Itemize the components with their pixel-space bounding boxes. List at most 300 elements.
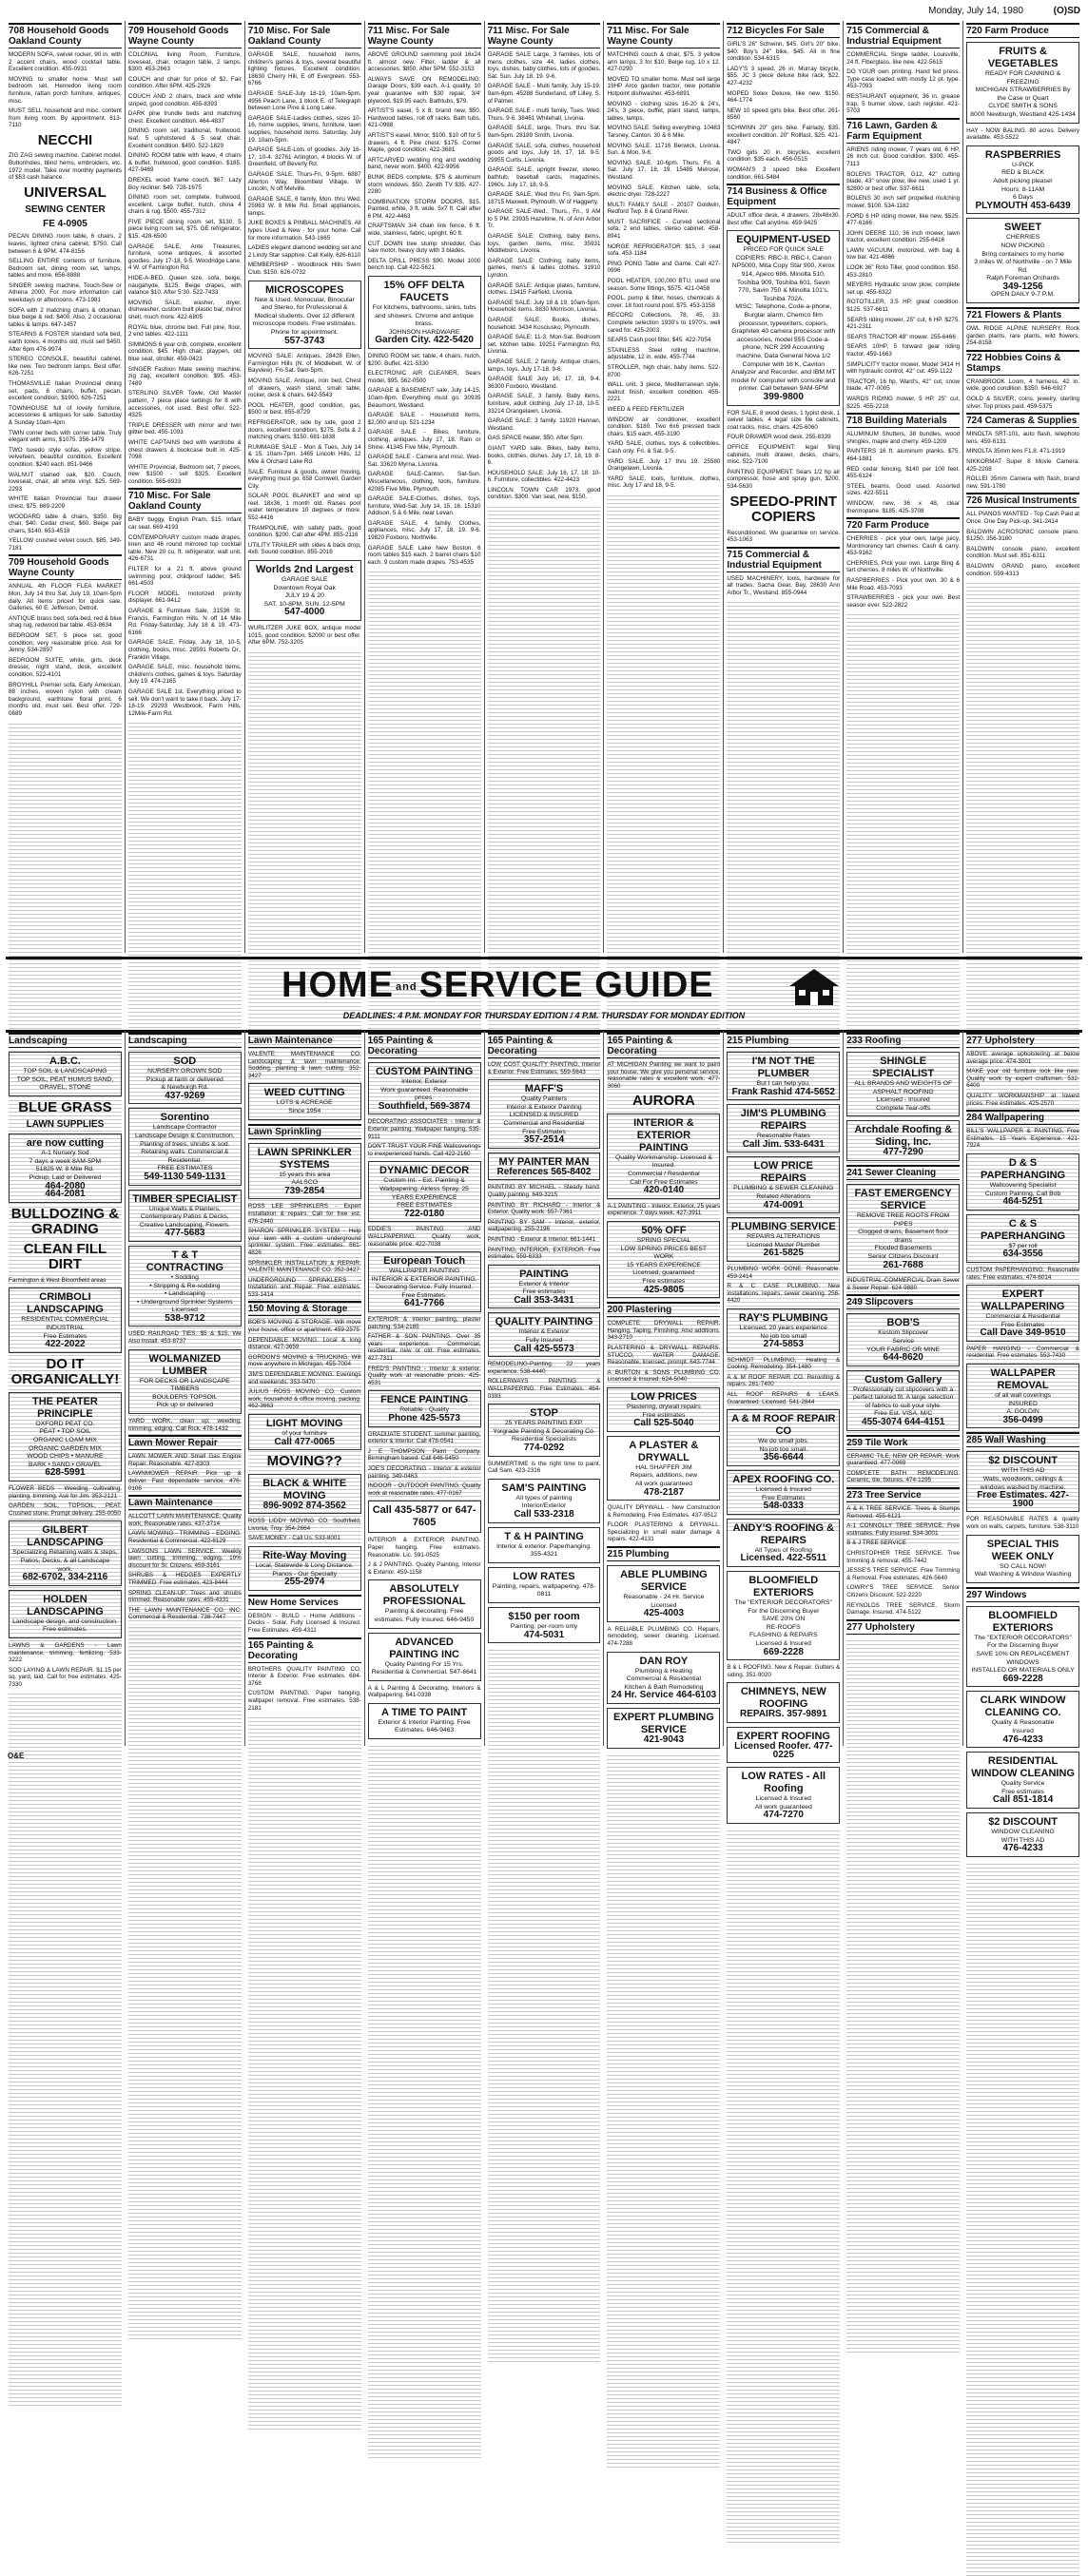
classified-ad: BOLENS TRACTOR, G12, 42" cutting blade, 43" snow plow, like new, used 1 yr. $2800 or best offer. 537-6611	[846, 170, 961, 192]
display-ad-line: The "EXTERIOR DECORATORS" For the Discerning Buyer	[734, 1599, 832, 1615]
display-ad-title: I'M NOT THE PLUMBER	[751, 1056, 815, 1079]
display-ad-line: Licensed	[171, 1307, 198, 1314]
classified-ad: CUT DOWN tree stump shredder, Gas saw motor, heavy duty with 3 blades.	[367, 240, 481, 255]
section-heading: 277 Upholstery	[846, 1619, 960, 1635]
display-ad-line: 477-5683	[165, 1228, 205, 1239]
boxed-display-ad	[846, 1370, 960, 1431]
display-ad-line: Insured	[1012, 1727, 1034, 1734]
display-ad-line: Free estimates	[642, 1411, 686, 1419]
display-ad-line: NURSERY GROWN SOD	[147, 1068, 223, 1075]
boxed-display-ad	[368, 1579, 481, 1628]
section-heading: 165 Painting & Decorating	[248, 1637, 361, 1663]
classified-ad: A & L Painting & Decorating. Interiors & Wallpapering. 641-0338	[367, 1684, 481, 1699]
classified-ad: DINING ROOM set: table, 4 chairs, hutch, $200. Buffet. 421-5330	[367, 353, 481, 367]
boxed-display-ad	[488, 1607, 601, 1643]
display-ad-title: 15% OFF DELTA FAUCETS	[383, 280, 465, 304]
classified-ad: WARDS RIDING mower, 5 HP, 25" cut, $225. 455-2218	[846, 395, 961, 410]
display-ad-line: Plastering, drywall repairs	[626, 1403, 701, 1410]
classified-ad: ADULT office desk, 4 drawers, 28x48x30. Best offer. Call anytime. 459-9425	[727, 212, 841, 226]
classified-ad: GARAGE SALE, 6 family, Mon. thru Wed. 25963 W. 8 Mile Rd. Small appliances, lamps.	[247, 195, 361, 217]
display-ad-line: U-PICK	[1012, 161, 1035, 168]
classified-ad: ALL PIANOS WANTED - Top Cash Paid at Once. One Day Pick-up. 341-2414	[966, 511, 1080, 525]
classified-ad: ROLLERWAYS PAINTING & WALLPAPERING. Free Estimates. 464-0393	[487, 1378, 601, 1400]
classified-ad: EDDIE'S PAINTING AND WALLPAPERING. Quality work, reasonable price. 422-7038	[367, 1226, 481, 1248]
classified-ad: COUCH AND 2 chairs, black and white striped, good condition. 455-8393	[127, 92, 242, 107]
classified-ad: TOWNHOUSE full of lovely furniture, accessories & antiques for sale. Saturday & Sunday 10am-4pm.	[9, 404, 122, 426]
boxed-display-ad	[128, 1108, 242, 1185]
classified-ad: MOPED Solex Deluxe, like new. $150. 464-1774	[727, 89, 841, 105]
display-ad-title: FRUITS & VEGETABLES	[987, 46, 1059, 69]
classified-ad: ANNUAL 4th FLOOR FLEA MARKET Mon, July 14 thru Sat, July 19, 10am-5pm daily. All items priced for quick sale. Galleries, 60 E. Jefferson, Detroit.	[9, 583, 122, 612]
boxed-display-ad	[966, 218, 1079, 303]
classified-ad: DARK pine trundle beds and matching chest. Excellent condition. 464-4837	[127, 110, 242, 125]
display-ad-title: C & S PAPERHANGING	[981, 1217, 1066, 1242]
classified-ad: NEW 10 speed girls bike. Best offer. 261-8560	[727, 107, 841, 122]
classified-ad: GARAGE SALE-Canton. Sat-Sun. Miscellaneous, clothing, tools, furniture. 42085 Five Mile, Plymouth.	[367, 471, 481, 493]
classified-ad: YARD SALE, tools, furniture, clothes, misc. July 17 and 18, 9-5.	[607, 475, 721, 490]
classified-ad: SALE: Furniture & goods, owner moving, everything must go. 658 Cornwell, Garden City.	[247, 468, 361, 490]
classified-ad: LAWN MOWING - TRIMMING - EDGING. Residential & Commercial. 422-8129	[127, 1530, 242, 1544]
display-ad-line: Pickup at farm or delivered	[146, 1075, 223, 1083]
classified-ad: GARDEN SOIL, TOPSOIL, PEAT. Crushed stone. Prompt delivery. 255-0050	[9, 1502, 122, 1517]
boxed-display-ad	[966, 1285, 1079, 1342]
service-guide-column	[6, 1031, 125, 1746]
display-ad-line: Pickup, Laid or Delivered	[29, 1174, 102, 1182]
classified-ad: GARAGE SALE, misc. household items, children's clothes, games & toys. Saturday July 19. 474-2165	[127, 664, 242, 686]
display-ad-line: Service	[892, 1337, 915, 1345]
display-ad-line: MOVING??	[266, 1453, 342, 1470]
classified-ad: LAWSONS LAWN SERVICE. Weekly lawn cutting, trimming, edging. 10% discount for Sr. Citizens. 459-3161	[127, 1547, 242, 1569]
section-heading: Landscaping	[128, 1033, 242, 1048]
classified-ad: REYNOLDS TREE SERVICE. Storm Damage. Insured. 474-5122	[846, 1601, 961, 1617]
classified-ad: WALL unit, 3 piece, Mediterranean style, walnut finish, excellent condition. 455-2221	[607, 381, 721, 403]
classified-ad: MUST SELL household and misc. content from living room. By appointment. 613-7110	[9, 107, 122, 129]
display-ad-title: D & S PAPERHANGING	[981, 1156, 1066, 1181]
classified-ad: SHARON SPRINKLER SYSTEM - Help your lawn with a custom underground sprinkler system. Free estimates. 661-4826	[247, 1228, 361, 1256]
classified-ad: GARAGE SALE, upright freezer, stereo, bathtub, baseball cards, magazines, 1960s. July 17, 18, 9-5.	[487, 166, 601, 188]
classified-ad: MOVED TO smaller home. Must sell large 19HP Arco garden tractor, new portable Hotpoint dishwasher. 453-6891	[607, 75, 721, 97]
display-ad-title: CUSTOM PAINTING	[375, 1066, 474, 1077]
display-ad-line: Licensed - Insured	[876, 1096, 930, 1104]
display-ad-title: 50% OFF	[641, 1225, 687, 1237]
display-ad-line: A-1 Nursery Sod	[41, 1150, 89, 1157]
display-ad-line: RESIDENTIAL COMMERCIAL INDUSTRIAL	[21, 1316, 109, 1332]
section-heading: 233 Roofing	[846, 1033, 960, 1048]
boxed-display-ad	[727, 1308, 840, 1353]
display-ad-line: 261-5825	[763, 1248, 804, 1259]
boxed-display-ad	[727, 1409, 840, 1466]
display-ad-line: AALSCO	[291, 1179, 319, 1187]
display-ad-line: Licensed	[651, 1601, 677, 1609]
classified-ad: USED MACHINERY, tools, hardware for all trades. Sacha Gear, Bay, 28630 Ann Arbor Tr., Westland. 855-0944	[727, 574, 841, 596]
display-ad-line: Interior & Exterior	[518, 1328, 570, 1336]
display-ad-line: Call 477-0065	[274, 1436, 335, 1447]
display-ad-line: Painting, repairs, wallpapering. 478-0811	[492, 1582, 596, 1598]
display-ad-line: Commercial and Residential	[503, 1119, 585, 1127]
boxed-display-ad	[248, 1414, 361, 1450]
service-guide-section	[6, 1031, 1082, 1854]
boxed-display-ad	[966, 145, 1079, 215]
display-ad-line: RED & BLACK	[1001, 169, 1045, 177]
display-ad-line: 349-1256	[1002, 281, 1043, 292]
boxed-display-ad	[248, 1546, 361, 1591]
classified-ad: ROSS LEE SPRINKLERS - Expert installation & repairs. Call for free est. 476-2440	[247, 1203, 361, 1225]
display-ad-line: YOUR FABRIC OR MINE	[866, 1346, 941, 1353]
section-heading: Lawn Maintenance	[248, 1033, 361, 1048]
boxed-display-ad	[488, 1265, 601, 1309]
classified-ad: A BURTON & SONS PLUMBING CO. Licensed & Insured. 624-5040	[607, 1368, 721, 1384]
classified-ad: GARAGE & BASEMENT sale, July 14-15, 10am-8pm. Everything must go. 30935 Beaumont, Westland.	[367, 387, 481, 409]
classified-ad: CONTEMPORARY custom made drapes, linen and 46 round mirrored top cocktail table. New 20 cu. ft. refrigerator, wall unit. 426-6731	[127, 533, 242, 563]
boxed-display-ad	[488, 1479, 601, 1523]
display-ad-title: BOB'S	[886, 1317, 920, 1329]
classified-ad: GARAGE SALE, Friday, July 18, 10-5, clothing, books, misc. 28591 Roberts Dr., Franklin Village.	[127, 639, 242, 661]
classified-column	[962, 21, 1082, 953]
section-heading: 297 Windows	[966, 1587, 1079, 1602]
section-heading: 714 Business & Office Equipment	[727, 184, 840, 209]
boxed-display-ad	[488, 1527, 601, 1563]
display-ad-line: REPAIRS ALTERATIONS	[747, 1233, 821, 1241]
classified-ad: BALDWIN ACROSONIC console piano. $1250. 356-3180	[966, 528, 1080, 543]
display-ad-line: LAWN SUPPLIES	[26, 1119, 105, 1131]
classified-ad: SAVE MONEY - Call Us. 533-8001	[247, 1535, 340, 1542]
edition-code: (O)SD	[1053, 6, 1080, 16]
display-ad-line: FREE ESTIMATES	[157, 1165, 213, 1172]
display-ad-line: REPAIRS. 357-9891	[740, 1709, 827, 1720]
classified-ad: HIDE-A-BED, Queen size, sofa, beige, naugahyde, $125. Beige drapes, with valance $10. After 5:30. 522-7433	[127, 275, 242, 297]
boxed-display-ad	[846, 1313, 960, 1365]
classified-ad: SIMPLICITY tractor mower, Model 3414 H with hydraulic control, 42" cut. 459-1122	[846, 360, 961, 376]
display-ad-line: WITH THIS AD	[1001, 1836, 1045, 1844]
display-ad-title: CRIMBOLI LANDSCAPING	[27, 1291, 104, 1316]
display-ad-line: GARAGE SALE	[282, 576, 328, 584]
section-heading: 710 Misc. For Sale Oakland County	[248, 23, 361, 48]
classified-column	[723, 21, 843, 953]
display-ad-line: Landscape Contractor	[152, 1124, 217, 1132]
classified-ad: DESIGN - BUILD - Home Additions - Decks - Solar. Fully Licensed & Insured. Free Estimates. 459-4311	[247, 1612, 361, 1635]
section-heading: 711 Misc. For Sale Wayne County	[607, 23, 720, 48]
display-ad-line: HAL SHAFFER JIM	[635, 1463, 692, 1471]
display-ad-line: Licensed. 422-5511	[740, 1553, 827, 1564]
classified-ad: EXTERIOR & interior painting, plaster patching. 534-2185	[367, 1316, 481, 1330]
classified-ad: R & C CASE PLUMBING. New installations, repairs, sewer cleaning. 256-4420	[727, 1283, 841, 1305]
display-ad-line: Repairs, additions, new	[630, 1472, 698, 1480]
display-ad-line: Related Alterations	[756, 1192, 811, 1200]
classified-ad: MOVING SALE. 11716 Berwick, Livonia. Sun. & Mon. 9-6.	[607, 142, 721, 157]
display-ad-title: SWEET	[1004, 222, 1042, 234]
display-ad-line: & Newburgh Rd.	[161, 1084, 209, 1092]
column-text-fill	[9, 1691, 122, 2406]
classified-ad: GOLD & SILVER, coins, jewelry, sterling silver. Top prices paid. 459-5375	[966, 396, 1080, 410]
classified-ad: GARAGE & Furniture Sale, 31536 St. Francis, Farmington Hills. N off 14 Mile Rd. Friday-Saturday, July 18 & 19. 473-6166	[127, 608, 242, 636]
display-ad-line: $7 per roll	[1008, 1242, 1038, 1249]
display-ad-line: 3 miles W. of Northville - on 7 Mile Rd.	[974, 259, 1072, 274]
classified-ad: ALL ROOF REPAIRS & LEAKS. Guaranteed. Licensed. 541-2844	[727, 1391, 841, 1405]
display-ad-line: References 565-8402	[496, 1166, 592, 1177]
classified-ad: A & K TREE SERVICE. Trees & Stumps Removed. 455-6121	[846, 1505, 961, 1520]
boxed-display-ad	[488, 1079, 601, 1149]
classified-ad: DO YOUR own printing. Hand fed press. Type case loaded with mostly 12 pt. type. 453-7093	[846, 68, 961, 90]
display-ad-line: 24 Hr. Service 464-6103	[611, 1690, 717, 1701]
display-ad-line: WOOD CHIPS • MANURE	[27, 1453, 104, 1461]
display-ad-line: OPEN DAILY 9-7 P.M.	[991, 291, 1055, 299]
display-ad-line: Licensed & Insured	[755, 1486, 811, 1494]
display-ad-line: 25 YEARS PAINTING EXP.	[504, 1420, 584, 1427]
classified-ad: CUSTOM PAPERHANGING. Reasonable rates. Free estimates. 474-6014	[966, 1266, 1080, 1281]
boxed-display-ad	[607, 1436, 720, 1501]
display-ad-title: EQUIPMENT-USED	[736, 234, 831, 246]
display-ad-line: Southfield, 569-3874	[378, 1100, 471, 1112]
classified-ad: STAINLESS Steel rolling machine, adjustable, 12 in. wide. 455-7744	[607, 346, 721, 361]
display-ad-line: JOHNSON HARDWARE	[388, 328, 460, 336]
classified-ad: AT MICHIGAN Painting we want to paint your house. We give you personal service, reasonable rates & excellent work. 477-3060	[607, 1061, 721, 1090]
classified-ad: GARAGE SALE, household items, children's games & toys, several beautiful lighting fixtures. Excellent condition. 18630 Cherry Hill, E off Evergreen. 553-6766	[247, 51, 361, 87]
classified-ad: PAINTING - Exterior & Interior. 661-1441	[487, 1235, 596, 1243]
classified-column	[244, 21, 364, 953]
section-heading: 215 Plumbing	[607, 1546, 720, 1561]
classified-ad: ROLLEI 35mm Camera with flash, brand new. 591-1780	[966, 475, 1080, 490]
display-ad-title: SPECIAL THIS WEEK ONLY	[986, 1538, 1059, 1562]
display-ad-title: A.B.C.	[49, 1056, 81, 1067]
display-ad-title: TIMBER SPECIALIST	[132, 1192, 238, 1205]
classified-ad: PLUMBING WORK DONE. Reasonable. 459-2414	[727, 1265, 841, 1280]
display-ad-line: Custom Int. - Ext. Painting & Wallpapering. Airless Spray. 25 YEARS EXPERIENCE	[379, 1177, 469, 1201]
display-ad-title: PAINTING	[519, 1268, 569, 1280]
boxed-display-ad	[727, 230, 840, 405]
classified-ad: YARD WORK, clean up, weeding, trimming, edging. Call Rick. 478-1432	[127, 1418, 242, 1432]
display-ad-line: Free Estimates	[1001, 1321, 1045, 1328]
display-ad-title: LOW RATES	[513, 1570, 575, 1582]
display-ad-line: Interior & exterior. Paperhanging. 355-4321	[496, 1542, 592, 1559]
classified-ad: ARTIST'S easel. Mirror, $100. $10 off for 5 drawers. 4 ft. Pine chest. $175. Corner Maple, good condition. 422-3681	[367, 131, 481, 154]
display-ad-line: Commercial & Residential	[626, 1675, 701, 1683]
classified-ad: TWO tuxedo style sofas, yellow stripe, velveteen, beautiful condition, Excellent condition. $240 each. 851-9466	[9, 446, 122, 468]
display-ad-line: 15 YEARS EXPERIENCE	[626, 1261, 701, 1269]
display-ad-line: PRICED FOR QUICK SALE COPIERS: RBC-II, RBC-I, Canon NP5000, Mita Copy Star 900, Xerox 914, Apeco 686, Minolta 510, Toshiba 909, Toshiba 601, Savin 770, Savin 750 & Minolta 101's, Toshiba 702A.	[731, 246, 835, 302]
display-ad-title: LIGHT MOVING	[265, 1418, 343, 1429]
classified-ad: STEREO CONSOLE, beautiful cabinet, like new. Two bedroom lamps. Best offer. 626-7251	[9, 356, 122, 378]
display-ad-title: EXPERT ROOFING	[736, 1730, 830, 1742]
section-heading: 150 Moving & Storage	[248, 1301, 361, 1316]
display-ad-line: LICENSED & INSURED	[509, 1112, 579, 1119]
classified-ad: FOR REASONABLE RATES & quality work on walls, carpets, furniture. 538-3110	[966, 1516, 1080, 1530]
display-ad-line: WINDOW CLEANING	[991, 1828, 1055, 1835]
classified-ad: GARAGE SALE 1st. Everything priced to sell. We don't want to take it back. July 17-18-19. 29293 Westbrook, Farm Hills, 12Mile-Farm Rd.	[127, 688, 242, 717]
classified-ad: GARAGE SALE: Books, dishes, household. 3434 Kosciusko, Plymouth.	[487, 317, 601, 331]
display-ad-line: Senior Citizens Discount	[867, 1252, 939, 1260]
classified-ad: YARD SALE, clothes, toys & collectibles. Cash only. Fri. & Sat. 9-5.	[607, 440, 721, 455]
classified-ad: LAWNMOWER REPAIR. Pick up & deliver. Fast dependable service. 476-0106	[127, 1470, 242, 1492]
classified-ad: PLASTERING & DRYWALL REPAIRS. STUCCO, WATER DAMAGE. Reasonable, licensed, prompt. 643-7744	[607, 1344, 721, 1366]
classified-ad: MAKE your old furniture look like new. Quality work by expert craftsmen. 532-6400	[966, 1068, 1080, 1090]
section-heading: 721 Flowers & Plants	[966, 307, 1079, 322]
display-ad-line: Painting & decorating. Free estimates. Fully Insured. 646-9450	[374, 1608, 475, 1623]
classified-ad: WHITE Provincial, Bedroom set, 7 pieces, new $1500 - sell $325. Excellent condition. 565-6933	[127, 463, 242, 485]
classified-ad: UNDERGROUND SPRINKLERS - Installation and Repair. Free estimates. 533-1414	[247, 1276, 361, 1298]
classified-ad: MOVING SALE: Selling everything. 10483 Tarsney, Canton. 30 & 6 Mile.	[607, 125, 721, 139]
boxed-display-ad	[727, 1052, 840, 1100]
boxed-display-ad	[846, 1120, 960, 1161]
display-ad-line: CLYDE SMITH & SONS	[988, 103, 1058, 110]
boxed-display-ad	[727, 1519, 840, 1567]
display-ad-line: REMOVE TREE ROOTS FROM PIPES	[857, 1211, 950, 1228]
display-ad-line: NECCHI	[37, 131, 93, 148]
classified-ad: ANTIQUE brass bed, sofa-bed, red & blue shag rug, redwood bar table. 453-8634	[9, 614, 122, 629]
classified-ad: ABOVE GROUND swimming pool 16x24 ft. almost new. Filter, ladder & all accessories. $850. After 5PM. 552-3153	[367, 51, 481, 73]
display-ad-line: LOW SPRING PRICES BEST WORK	[620, 1245, 708, 1261]
classified-ad: MULTI FAMILY SALE - 20107 Goldwin, Redford Twp. 8 & Grand River.	[607, 201, 721, 216]
classified-ad: TWO girls 20 in. bicycles, excellent condition. $35 each. 456-0515	[727, 148, 841, 164]
classified-ad: PAINTING EQUIPMENT: Sears 1/2 hp air compressor, hose and spray gun, $200. 534-5630	[727, 468, 841, 490]
classified-ad: WALNUT stained oak, $20. Couch, loveseat, chair, all white vinyl, $25. 569-2293	[9, 471, 122, 493]
display-ad-line: Local, Statewide & Long Distance. Pianos - Our Specialty	[255, 1562, 354, 1578]
service-guide-column	[244, 1031, 364, 1746]
classified-ad: VALENTE MAINTENANCE CO. Landscaping & lawn maintenance. Sodding, planting & lawn cutting. 352-3427	[247, 1051, 361, 1079]
display-ad-line: Garden City. 422-5420	[375, 335, 474, 346]
display-ad-line: PEAT • TOP SOIL	[39, 1428, 91, 1436]
display-ad-line: Walls, woodwork, ceilings & windows washed by machine.	[980, 1476, 1066, 1491]
display-ad-line: BARK • SAND • GRAVEL	[29, 1461, 102, 1468]
classified-ad: CHRISTOPHER TREE SERVICE. Tree trimming & removal. 455-7442	[846, 1550, 961, 1564]
display-ad-line: 6 Days	[1012, 194, 1034, 202]
section-heading: 284 Wallpapering	[966, 1110, 1079, 1125]
classified-ad: HOUSEHOLD SALE: July 16, 17, 18. 10-6. Furniture, collectibles. 422-4423	[487, 469, 601, 484]
classified-ad: PAINTING BY SAM - Interior, exterior, wallpapering. 255-2196	[487, 1218, 601, 1233]
display-ad-title: QUALITY PAINTING	[495, 1316, 593, 1328]
classified-ad: THE LAWN MAINTENANCE CO. INC. Commercial & Residential. 738-7447	[127, 1606, 242, 1621]
classified-ad: UTILITY TRAILER with sides & back drop, 4x8. Sound condition. 855-2016	[247, 541, 361, 556]
classified-ad: LAWNS & GARDENS - Lawn maintenance, trimming, fertilizing. 533-3222	[9, 1641, 122, 1664]
display-ad-line: NOW PICKING	[1001, 242, 1045, 249]
display-ad-line: Downtown Royal Oak	[273, 584, 336, 591]
classified-ad: GARAGE SALE: Antique plates, furniture, clothes. 13415 Fairfield, Livonia.	[487, 281, 601, 297]
display-ad-line: 476-4233	[1002, 1733, 1043, 1745]
classified-ad: GARAGE SALE: July 18 & 19, 10am-5pm. Household items. 8830 Morrison, Livonia.	[487, 299, 601, 314]
display-ad-title: MAFF'S	[524, 1083, 564, 1095]
column-text-fill	[727, 1828, 840, 2543]
display-ad-line: WITH THIS AD	[1001, 1467, 1045, 1475]
classified-ad: POOL, pump & filter, hoses, chemicals & cover. 18 foot round pool. $75. 453-3158	[607, 295, 721, 309]
display-ad-line: Plumbing & Heating	[634, 1667, 692, 1675]
classified-ad: OFFICE EQUIPMENT: legal filing cabinets, multi drawer, desks, chairs, misc. 522-7100	[727, 443, 841, 466]
display-ad-title: JIM'S PLUMBING REPAIRS	[740, 1108, 826, 1133]
display-ad-line: WINDOWS	[1006, 1658, 1039, 1666]
classified-ad: SPRINKLER INSTALLATION & REPAIR. VALENTE MAINTENANCE CO. 352-3427	[247, 1259, 361, 1274]
banner-title-service: SERVICE GUIDE	[418, 965, 714, 1005]
display-ad-title: PLUMBING SERVICE	[730, 1221, 836, 1233]
classified-ad: ROSS LIDDY MOVING CO. Southfield, Livonia, Troy. 354-2664	[247, 1518, 361, 1532]
classified-ad: SEARS TRACTOR 48" mower. 255-6466	[846, 333, 956, 340]
classified-ad: SEARS Cash pool filter, $45. 422-7054	[607, 337, 711, 344]
display-ad-line: 548-0333	[763, 1501, 804, 1512]
section-heading: 165 Painting & Decorating	[368, 1033, 481, 1058]
classified-ad: MOVING SALE, washer, dryer, dishwasher, custom built plastic bar, mirror shell, much more. 422-6805	[127, 299, 242, 320]
display-ad-title: T & H PAINTING	[504, 1530, 584, 1542]
classified-ad: ALWAYS SAVE ON REMODELING: Garage Doors, $39 each, A-1 quality, 10 year guarantee with $30 repair, 3/4' plywood, $19.95 each. Bathtubs, $79.	[367, 75, 481, 105]
section-heading: Lawn Sprinkling	[248, 1124, 361, 1139]
display-ad-line: • Stripping & Re-sodding	[149, 1282, 221, 1289]
classified-ad: RESTAURANT equipment, 36 in. grease trap, 5 burner stove, cash register. 421-5703	[846, 92, 961, 115]
display-ad-line: Reliable - Quality	[399, 1406, 449, 1414]
display-ad-title: ANDY'S ROOFING & REPAIRS	[732, 1521, 835, 1546]
display-ad-title: $2 DISCOUNT	[988, 1455, 1058, 1467]
classified-ad: BUNK BEDS complete, $75 & aluminum storm windows, $50. Zenith TV $35. 427-2280	[367, 173, 481, 196]
display-ad-line: No job too small	[760, 1332, 807, 1340]
display-ad-line: Interior/Exterior	[521, 1502, 567, 1510]
classified-ad: FLOOR MODEL motorized priority displayer. 661-9412	[127, 590, 242, 605]
display-ad-line: ALL BRANDS AND WEIGHTS OF ASPHALT ROOFING	[854, 1080, 953, 1095]
boxed-display-ad	[607, 1565, 720, 1622]
display-ad-title: ABLE PLUMBING SERVICE	[620, 1569, 708, 1594]
display-ad-line: MISC: Telephone, Code-a-phone, Burglar alarm, Chemco film processor, typewriters, copiers, Graphitek 40 camera processor with accessories, model 555 Code-a-phone, NCR 299 Accounting machine, Data General Nova 1/2 Computer with 16 K, Caviton Analyzer and Recorder, and IBM MT model IV computer with console and printer. Call between 9AM-5PM	[730, 303, 836, 393]
column-text-fill	[846, 1637, 960, 2353]
section-heading: 720 Farm Produce	[846, 517, 960, 533]
display-ad-line: Specializing Retaining walls & steps, Patios, Decks, & all Landscape work.	[12, 1549, 118, 1573]
classified-ad: TRACTOR, 16 hp, Ward's, 42" cut, snow blade. 477-0005	[846, 378, 961, 393]
display-ad-line: Kitchen & Bath Remodeling	[624, 1683, 704, 1691]
display-ad-line: 474-7270	[763, 1810, 804, 1821]
classified-ad: B & L ROOFING. New & Repair. Gutters & siding. 351-9020	[727, 1664, 841, 1678]
display-ad-line: LOTS & ACREAGE	[276, 1099, 333, 1107]
service-guide-column	[723, 1031, 843, 1821]
classified-ad: SELLING ENTIRE contents of furniture. Bedroom set, dining room set, lamps, tables and more. 656-8888	[9, 258, 122, 280]
display-ad-line: Landscape Design & Construction. Planting of trees, shrubs & sod. Retaining walls. Commercial & Residential.	[135, 1132, 235, 1164]
display-ad-line: Frank Rashid 474-5652	[731, 1086, 835, 1097]
section-heading: 710 Misc. For Sale Oakland County	[128, 488, 242, 513]
display-ad-line: CHERRIES	[1006, 234, 1040, 242]
classified-ad: SOD LAYING & LAWN REPAIR. $1.15 per sq. yard, laid. Call for free estimates. 425-7330	[9, 1666, 122, 1688]
display-ad-title: LOW PRICES	[631, 1390, 697, 1403]
classified-ad: GIRL'S 26" Schwinn, $45. Girl's 20" bike, $40. Boy's 24" bike, $45. All in fine condition. 534-6315	[727, 41, 841, 63]
classified-ad: TRIPLE DRESSER with mirror and twin glitter bed. 455-1093	[127, 421, 242, 436]
display-ad-line: SAVE 10% ON REPLACEMENT	[976, 1650, 1070, 1657]
display-ad-line: Work guaranteed. Reasonable prices.	[380, 1086, 469, 1102]
service-guide-column	[603, 1031, 723, 1746]
display-ad-line: Wall Washing & Window Washing	[974, 1571, 1072, 1579]
section-heading: 718 Building Materials	[846, 413, 960, 428]
classified-ad: PAINTING BY MICHAEL - Steady hand. Quality painting. 649-3215	[487, 1184, 601, 1198]
boxed-display-ad	[966, 1606, 1079, 1688]
banner-title	[282, 965, 714, 1006]
display-ad-line: 255-2974	[284, 1577, 325, 1588]
classified-ad: SOFA with 2 matching chairs & ottoman, blue beige & red. $400. Also, 2 occasional tables & lamps. 647-1457	[9, 306, 122, 328]
boxed-display-ad	[9, 1133, 122, 1203]
display-ad-line: New & Used. Monocular, Binocular and Stereo, for Professional & Medical students. Over 12 different microscope models. Free estimates. Phone for appointment.	[252, 296, 357, 336]
classified-ad: GARAGE SALE, Ante Treasures, furniture, some antiques, & assorted goodies. July 17-18, 9-5. Woodridge Lane. 4 W. of Farmington Rd.	[127, 242, 242, 272]
display-ad-line: 722-0180	[403, 1208, 445, 1219]
classified-ad: PAPER HANGING - Commercial & residential. Free estimates. 553-7430	[966, 1345, 1080, 1360]
classified-ad: BILL'S WALLPAPER & PAINTING. Free Estimates. 15 Years Experience. 421-7924	[966, 1128, 1080, 1150]
classified-ad: LADIES elegant diamond wedding set and 2 Lindy Star sapphire. Call Kelly. 626-6110	[247, 244, 361, 259]
display-ad-line: 896-9092 874-3562	[262, 1500, 346, 1511]
classified-ad: SUMMERTIME is the right time to paint. Call Sam. 423-2316	[487, 1460, 601, 1475]
classified-ad: GARAGE SALE - Household items, $2,000 and up. 521-1234	[367, 412, 481, 426]
classified-ad: RUMMAGE SALE - Mon & Tues, July 14 & 15. 10am-7pm. 1465 Lincoln Hills, 12 Mile & Orchard Lake Rd.	[247, 443, 361, 465]
display-ad-line: JULY 19 & 20	[284, 592, 324, 600]
display-ad-line: • Sodding	[170, 1273, 199, 1281]
classified-ad: SINGER Fashion Mate sewing machine, zig zag, excellent condition. $95. 453-7489	[127, 365, 242, 387]
classified-ad: WINDOW air conditioner, excellent condition. $180. Two 6x6 pressed back chairs. $15 each. 455-3190	[607, 416, 721, 437]
display-ad-line: 399-9800	[763, 391, 804, 402]
classified-ad: ROTOTILLER, 3.5 HP, great condition. $125. 537-6611	[846, 299, 961, 314]
display-ad-title: FENCE PAINTING	[380, 1394, 469, 1406]
display-ad-line: INSTALLED OR MATERIALS ONLY	[971, 1667, 1075, 1675]
display-ad-title: INTERIOR & EXTERIOR PAINTING	[633, 1116, 694, 1153]
classified-ad: PAINTING BY RICHARD - Interior & Exterior. Quality work. 557-7361	[487, 1201, 601, 1216]
boxed-display-ad	[966, 1364, 1079, 1428]
section-heading: 715 Commercial & Industrial Equipment	[846, 23, 960, 48]
display-ad-line: Since 1954	[288, 1107, 321, 1114]
